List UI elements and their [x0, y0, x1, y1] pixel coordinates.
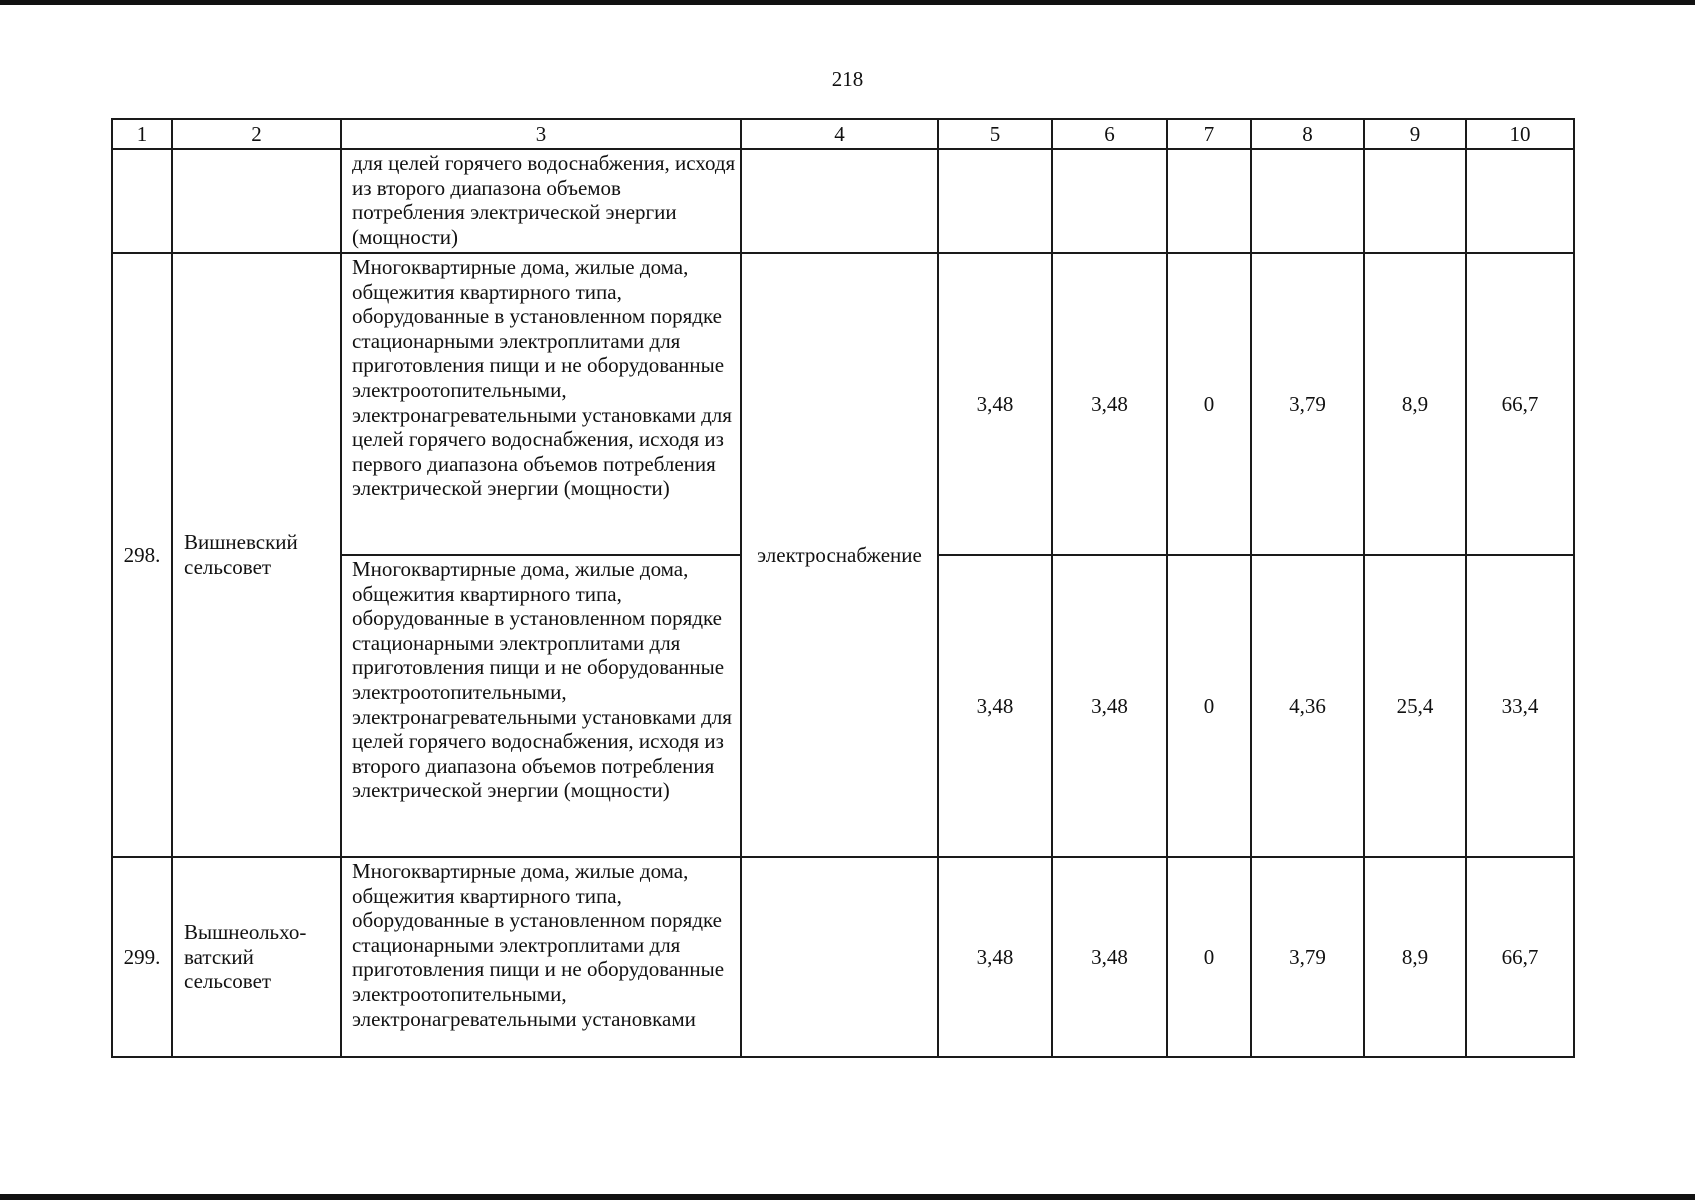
- consumer-description: для целей горячего водоснабжения, исходя из второго диапазона объемов потребления электрической энергии (мощности): [341, 149, 741, 253]
- value-col7: 0: [1167, 555, 1251, 857]
- row-number: 299.: [112, 857, 172, 1057]
- column-header: 2: [172, 119, 341, 149]
- consumer-description: Многоквартирные дома, жилые дома, общежития квартирного типа, оборудованные в установленном порядке стационарными электроплитами для приготовления пищи и не оборудованные электроотопительными, электронагревательными установками: [341, 857, 741, 1057]
- value-col8: 4,36: [1251, 555, 1364, 857]
- settlement-name: Вышнеольхо-ватский сельсовет: [172, 857, 341, 1057]
- value-col6: 3,48: [1052, 857, 1167, 1057]
- value-cell: [1466, 149, 1574, 253]
- service-cell: [741, 857, 938, 1057]
- column-header: 5: [938, 119, 1052, 149]
- column-header: 6: [1052, 119, 1167, 149]
- column-header: 3: [341, 119, 741, 149]
- consumer-description: Многоквартирные дома, жилые дома, общежития квартирного типа, оборудованные в установленном порядке стационарными электроплитами для приготовления пищи и не оборудованные электроотопительными, электронагревательными установками для целей горячего водоснабжения, исходя из второго диапазона объемов потребления электрической энергии (мощности): [341, 555, 741, 857]
- service-cell: [741, 149, 938, 253]
- value-cell: [1052, 149, 1167, 253]
- value-cell: [1364, 149, 1466, 253]
- value-col7: 0: [1167, 857, 1251, 1057]
- row-number: 298.: [112, 253, 172, 857]
- column-header: 9: [1364, 119, 1466, 149]
- value-col9: 25,4: [1364, 555, 1466, 857]
- service-name: электроснабжение: [741, 253, 938, 857]
- column-header: 4: [741, 119, 938, 149]
- table-row: [112, 857, 1574, 1057]
- consumer-description: Многоквартирные дома, жилые дома, общежития квартирного типа, оборудованные в установленном порядке стационарными электроплитами для приготовления пищи и не оборудованные электроотопительными, электронагревательными установками для целей горячего водоснабжения, исходя из первого диапазона объемов потребления электрической энергии (мощности): [341, 253, 741, 555]
- column-header: 7: [1167, 119, 1251, 149]
- scan-border-bottom: [0, 1194, 1695, 1200]
- tariff-table: [111, 118, 1575, 1058]
- value-col5: 3,48: [938, 857, 1052, 1057]
- value-col9: 8,9: [1364, 253, 1466, 555]
- value-col5: 3,48: [938, 555, 1052, 857]
- column-header: 1: [112, 119, 172, 149]
- continued-row: [112, 149, 1574, 253]
- value-col5: 3,48: [938, 253, 1052, 555]
- value-col10: 33,4: [1466, 555, 1574, 857]
- value-col10: 66,7: [1466, 857, 1574, 1057]
- settlement-name: Вишневский сельсовет: [172, 253, 341, 857]
- column-header: 10: [1466, 119, 1574, 149]
- value-cell: [1167, 149, 1251, 253]
- page-number: 218: [831, 67, 864, 91]
- value-col10: 66,7: [1466, 253, 1574, 555]
- value-col6: 3,48: [1052, 253, 1167, 555]
- scan-border-top: [0, 0, 1695, 5]
- value-cell: [1251, 149, 1364, 253]
- column-header: 8: [1251, 119, 1364, 149]
- row-number-cell: [112, 149, 172, 253]
- settlement-cell: [172, 149, 341, 253]
- value-col7: 0: [1167, 253, 1251, 555]
- value-col9: 8,9: [1364, 857, 1466, 1057]
- column-numbers-row: [112, 119, 1574, 149]
- value-cell: [938, 149, 1052, 253]
- value-col8: 3,79: [1251, 253, 1364, 555]
- table-row: [112, 253, 1574, 555]
- value-col6: 3,48: [1052, 555, 1167, 857]
- value-col8: 3,79: [1251, 857, 1364, 1057]
